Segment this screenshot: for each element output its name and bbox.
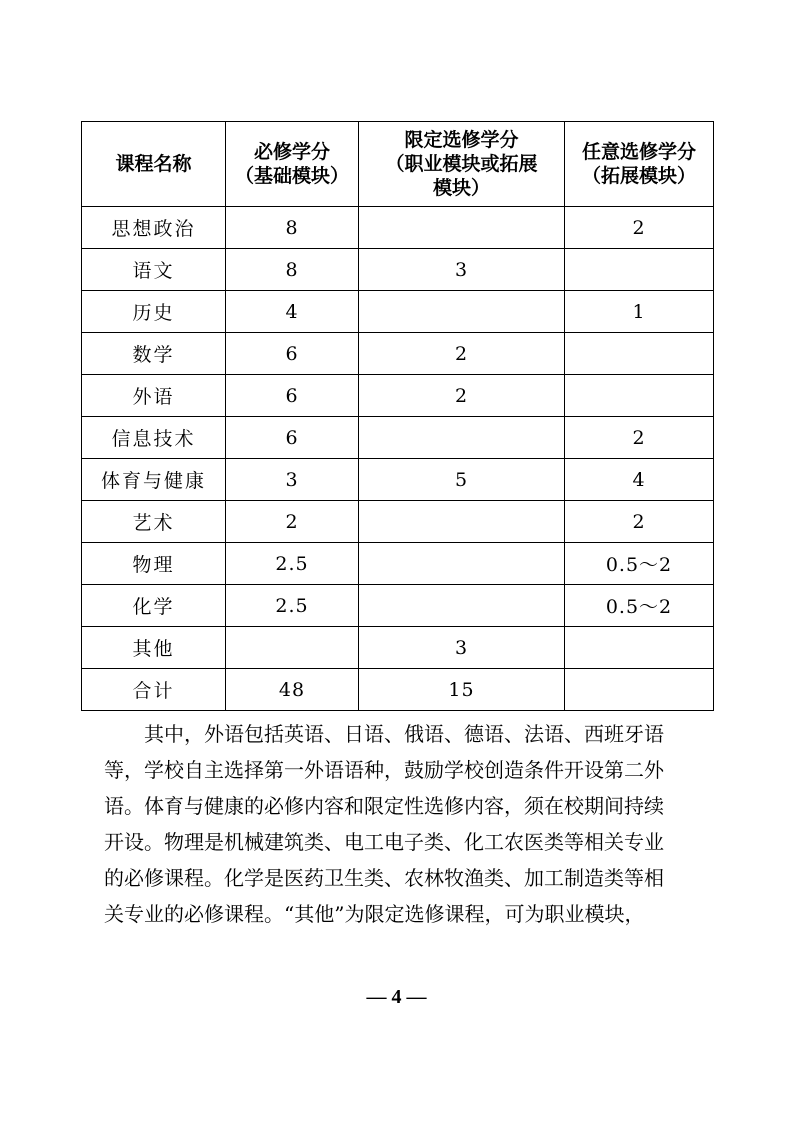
table-header-row <box>82 122 714 207</box>
cell-optional <box>565 375 714 417</box>
cell-limited: 3 <box>359 627 565 669</box>
header-limited-elective-credits <box>359 122 565 207</box>
table-row <box>82 207 714 249</box>
cell-course-name: 体育与健康 <box>82 459 226 501</box>
body-paragraph <box>104 716 696 932</box>
cell-optional <box>565 333 714 375</box>
cell-course-name: 合计 <box>82 669 226 711</box>
cell-course-name: 其他 <box>82 627 226 669</box>
table-row <box>82 333 714 375</box>
header-optional-line2: （拓展模块） <box>581 165 696 187</box>
cell-course-name: 历史 <box>82 291 226 333</box>
cell-required: 8 <box>226 249 359 291</box>
cell-required: 6 <box>226 333 359 375</box>
table-row <box>82 375 714 417</box>
cell-limited <box>359 417 565 459</box>
paragraph-line: 开设。物理是机械建筑类、电工电子类、化工农医类等相关专业 <box>104 830 664 854</box>
header-optional-line1: 任意选修学分 <box>581 141 696 163</box>
cell-optional: 0.5～2 <box>565 543 714 585</box>
cell-limited <box>359 543 565 585</box>
cell-limited: 3 <box>359 249 565 291</box>
header-course-name-line1: 课程名称 <box>115 153 192 175</box>
cell-limited <box>359 207 565 249</box>
cell-limited <box>359 291 565 333</box>
header-limited-line3: 模块） <box>432 177 490 199</box>
cell-required: 2.5 <box>226 543 359 585</box>
cell-limited: 15 <box>359 669 565 711</box>
cell-course-name: 化学 <box>82 585 226 627</box>
paragraph-line: 关专业的必修课程。“其他”为限定选修课程，可为职业模块， <box>104 902 645 926</box>
cell-optional: 1 <box>565 291 714 333</box>
cell-optional: 2 <box>565 207 714 249</box>
table-row <box>82 417 714 459</box>
cell-course-name: 思想政治 <box>82 207 226 249</box>
cell-course-name: 外语 <box>82 375 226 417</box>
cell-optional: 2 <box>565 417 714 459</box>
cell-course-name: 语文 <box>82 249 226 291</box>
cell-course-name: 物理 <box>82 543 226 585</box>
cell-optional: 0.5～2 <box>565 585 714 627</box>
cell-required: 6 <box>226 417 359 459</box>
credits-table <box>81 121 714 711</box>
header-optional-elective-credits <box>565 122 714 207</box>
paragraph-line: 其中，外语包括英语、日语、俄语、德语、法语、西班牙语 <box>144 722 664 746</box>
paragraph-line: 等，学校自主选择第一外语语种，鼓励学校创造条件开设第二外 <box>104 758 664 782</box>
cell-limited <box>359 501 565 543</box>
table-row <box>82 585 714 627</box>
cell-required: 6 <box>226 375 359 417</box>
cell-required: 48 <box>226 669 359 711</box>
table-row <box>82 501 714 543</box>
table-row <box>82 249 714 291</box>
cell-limited: 2 <box>359 333 565 375</box>
header-required-credits <box>226 122 359 207</box>
table-row <box>82 627 714 669</box>
cell-course-name: 数学 <box>82 333 226 375</box>
cell-optional <box>565 669 714 711</box>
table-row <box>82 291 714 333</box>
cell-required <box>226 627 359 669</box>
cell-required: 4 <box>226 291 359 333</box>
cell-limited: 5 <box>359 459 565 501</box>
header-limited-line1: 限定选修学分 <box>404 129 519 151</box>
cell-optional: 2 <box>565 501 714 543</box>
page-number: — 4 — <box>366 986 427 1008</box>
cell-required: 3 <box>226 459 359 501</box>
cell-course-name: 艺术 <box>82 501 226 543</box>
paragraph-line: 语。体育与健康的必修内容和限定性选修内容，须在校期间持续 <box>104 794 664 818</box>
cell-optional: 4 <box>565 459 714 501</box>
cell-limited: 2 <box>359 375 565 417</box>
paragraph-line: 的必修课程。化学是医药卫生类、农林牧渔类、加工制造类等相 <box>104 866 664 890</box>
header-required-line2: （基础模块） <box>234 165 349 187</box>
cell-optional <box>565 249 714 291</box>
cell-optional <box>565 627 714 669</box>
header-limited-line2: （职业模块或拓展 <box>385 153 538 175</box>
cell-required: 2 <box>226 501 359 543</box>
table-row <box>82 543 714 585</box>
header-required-line1: 必修学分 <box>253 141 330 163</box>
header-course-name <box>82 122 226 207</box>
table-row-total <box>82 669 714 711</box>
cell-required: 8 <box>226 207 359 249</box>
cell-course-name: 信息技术 <box>82 417 226 459</box>
cell-required: 2.5 <box>226 585 359 627</box>
cell-limited <box>359 585 565 627</box>
table-row <box>82 459 714 501</box>
